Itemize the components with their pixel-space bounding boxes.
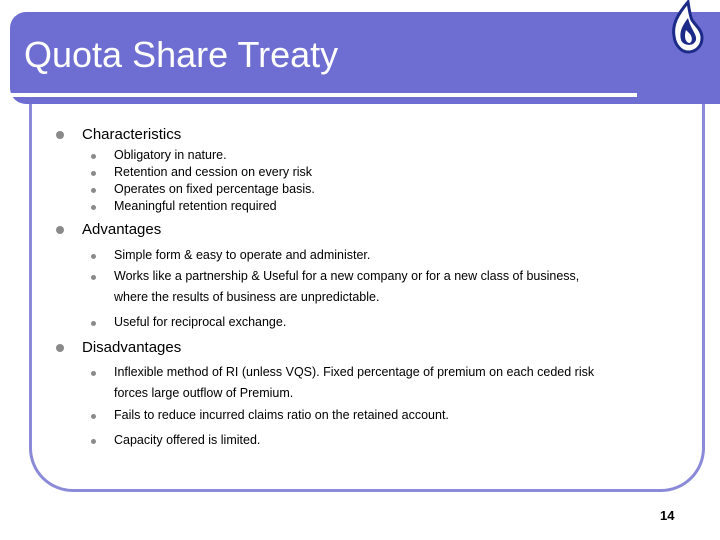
list-bullet (91, 205, 96, 210)
list-bullet (91, 188, 96, 193)
list-item: Meaningful retention required (114, 199, 277, 213)
list-bullet (91, 321, 96, 326)
page-number: 14 (660, 508, 675, 523)
list-bullet (91, 371, 96, 376)
list-item: Capacity offered is limited. (114, 433, 261, 447)
section-heading-disadvantages: Disadvantages (82, 339, 182, 356)
list-bullet (91, 439, 96, 444)
list-item: Simple form & easy to operate and administer. (114, 248, 371, 262)
section-bullet (56, 131, 64, 139)
list-item-continuation: forces large outflow of Premium. (114, 386, 294, 400)
list-item: Inflexible method of RI (unless VQS). Fixed percentage of premium on each ceded risk (114, 365, 595, 379)
list-item: Works like a partnership & Useful for a new company or for a new class of business, (114, 269, 580, 283)
list-item-continuation: where the results of business are unpredictable. (114, 290, 380, 304)
list-bullet (91, 154, 96, 159)
list-item: Obligatory in nature. (114, 148, 227, 162)
list-bullet (91, 275, 96, 280)
list-item: Retention and cession on every risk (114, 165, 313, 179)
list-item: Operates on fixed percentage basis. (114, 182, 315, 196)
section-bullet (56, 344, 64, 352)
list-bullet (91, 171, 96, 176)
section-heading-characteristics: Characteristics (82, 126, 182, 143)
section-bullet (56, 226, 64, 234)
list-item: Fails to reduce incurred claims ratio on the retained account. (114, 408, 449, 422)
list-bullet (91, 414, 96, 419)
list-item: Useful for reciprocal exchange. (114, 315, 287, 329)
section-heading-advantages: Advantages (82, 221, 162, 238)
slide-title: Quota Share Treaty (24, 34, 339, 75)
list-bullet (91, 254, 96, 259)
